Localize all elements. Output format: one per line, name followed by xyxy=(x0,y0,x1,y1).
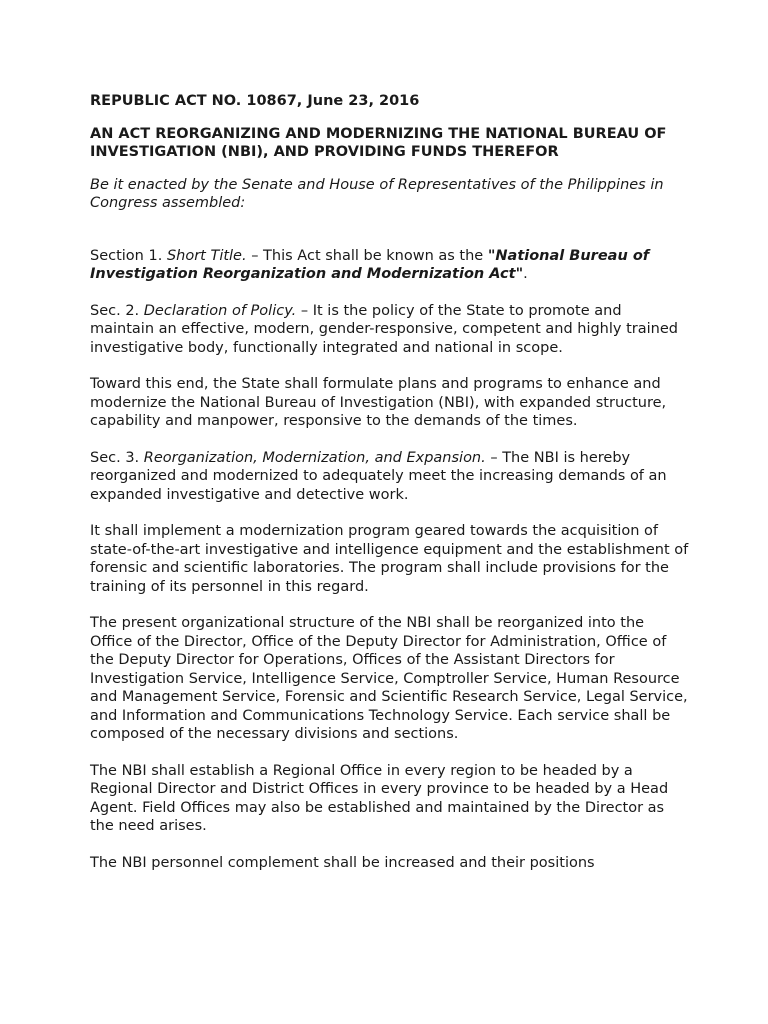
section-3-paragraph-3: The present organizational structure of the NBI shall be reorganized into the Office of the Director, Office of the Deputy Director for Administration, Office of the Deputy Director for Operations, Offices of the Assistant Directors for Investigation Service, Intelligence Service, Comptroller Service, Human Resource and Management Service, Forensic and Scientific Research Service, Legal Service, and Information and Communications Technology Service. Each service shall be composed of the necessary divisions and sections. xyxy=(90,615,688,742)
act-title: AN ACT REORGANIZING AND MODERNIZING THE NATIONAL BUREAU OF INVESTIGATION (NBI), AND PROVIDING FUNDS THEREFOR xyxy=(90,125,667,160)
section-3-paragraph-4: The NBI shall establish a Regional Office in every region to be headed by a Regional Director and District Offices in every province to be headed by a Head Agent. Field Offices may also be established and maintained by the Director as the need arises. xyxy=(90,762,669,834)
section-1-label: Section 1. xyxy=(90,247,167,264)
act-number: REPUBLIC ACT NO. 10867, June 23, 2016 xyxy=(90,93,420,109)
section-1-short-name: "National Bureau of Investigation Reorganization and Modernization Act" xyxy=(90,247,650,282)
section-3-text: – The NBI is hereby reorganized and modernized to adequately meet the increasing demands of an expanded investigative and detective work. xyxy=(90,449,667,503)
section-1 xyxy=(90,247,690,284)
enacting-clause: Be it enacted by the Senate and House of Representatives of the Philippines in Congress assembled: xyxy=(90,176,664,211)
section-1-text: – This Act shall be known as the xyxy=(246,247,488,264)
section-1-title: Short Title. xyxy=(166,247,247,264)
section-2-text: – It is the policy of the State to promote and maintain an effective, modern, gender-responsive, competent and highly trained investigative body, functionally integrated and national in scope. xyxy=(90,302,678,356)
section-2-paragraph-2: Toward this end, the State shall formulate plans and programs to enhance and modernize the National Bureau of Investigation (NBI), with expanded structure, capability and manpower, responsive to the demands of the times. xyxy=(90,376,667,429)
section-1-end: . xyxy=(523,266,528,282)
document-page xyxy=(90,92,690,872)
section-2 xyxy=(90,302,690,358)
section-3-paragraph-5: The NBI personnel complement shall be increased and their positions xyxy=(90,854,595,871)
section-3-label: Sec. 3. xyxy=(90,449,144,466)
section-3-title: Reorganization, Modernization, and Expansion. xyxy=(143,449,486,466)
section-2-label: Sec. 2. xyxy=(90,302,144,319)
section-3-paragraph-2: It shall implement a modernization program geared towards the acquisition of state-of-the-art investigative and intelligence equipment and the establishment of forensic and scientific laboratories. The program shall include provisions for the training of its personnel in this regard. xyxy=(90,523,689,595)
section-3 xyxy=(90,449,690,505)
section-2-title: Declaration of Policy. xyxy=(143,302,297,319)
